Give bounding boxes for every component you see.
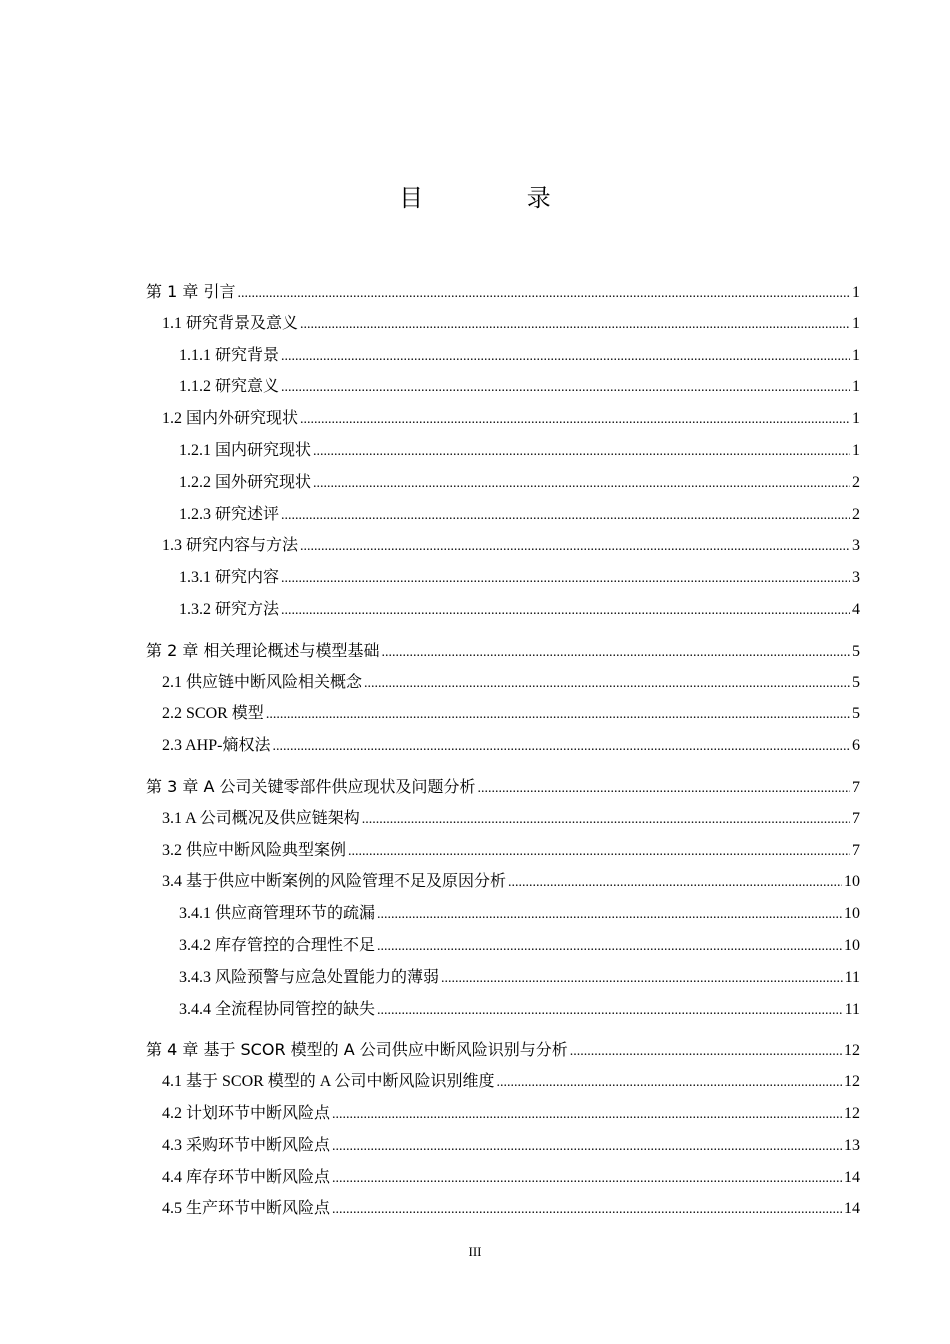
toc-dot-leader [332, 1130, 842, 1163]
toc-entry-label: 1.2 国内外研究现状 [162, 410, 299, 428]
page-number: III [468, 1244, 482, 1259]
toc-entry-page: 5 [852, 673, 860, 691]
toc-entry[interactable] [146, 499, 860, 531]
toc-entry-page: 12 [844, 1042, 860, 1060]
toc-entry-page: 4 [852, 600, 860, 618]
toc-entry-label: 1.1 研究背景及意义 [162, 314, 299, 332]
toc-dot-leader [300, 530, 850, 563]
toc-entry[interactable] [146, 930, 860, 962]
toc-chapter-entry[interactable] [146, 635, 860, 667]
toc-chapter-entry[interactable] [146, 276, 860, 308]
toc-dot-leader [364, 667, 850, 700]
toc-entry[interactable] [146, 308, 860, 340]
toc-entry-label: 3.4.2 库存管控的合理性不足 [179, 936, 376, 954]
toc-dot-leader [300, 403, 850, 436]
toc-dot-leader [348, 835, 850, 868]
toc-entry-label: 3.2 供应中断风险典型案例 [162, 841, 347, 859]
toc-entry-page: 10 [844, 873, 860, 891]
toc-entry-page: 7 [852, 778, 860, 796]
toc-dot-leader [508, 866, 842, 899]
toc-dot-leader [441, 962, 843, 995]
toc-entry-page: 7 [852, 809, 860, 827]
toc-dot-leader [332, 1162, 842, 1195]
toc-dot-leader [281, 371, 850, 404]
toc-chapter-entry[interactable] [146, 771, 860, 803]
toc-entry[interactable] [146, 530, 860, 562]
toc-dot-leader [332, 1193, 842, 1226]
toc-entry[interactable] [146, 730, 860, 762]
toc-entry-label: 1.2.2 国外研究现状 [179, 473, 312, 491]
toc-entry-page: 2 [852, 473, 860, 491]
toc-entry[interactable] [146, 1193, 860, 1225]
toc-entry-label: 1.2.3 研究述评 [179, 505, 280, 523]
toc-entry-page: 3 [852, 537, 860, 555]
toc-entry[interactable] [146, 835, 860, 867]
toc-entry-label: 3.4.4 全流程协同管控的缺失 [179, 1000, 376, 1018]
toc-entry-label: 第 2 章 相关理论概述与模型基础 [146, 640, 380, 660]
toc-entry-page: 13 [844, 1136, 860, 1154]
toc-entry-label: 1.1.2 研究意义 [179, 378, 280, 396]
toc-dot-leader [377, 994, 843, 1027]
toc-entry[interactable] [146, 1162, 860, 1194]
toc-entry[interactable] [146, 1066, 860, 1098]
toc-entry-label: 2.3 AHP-熵权法 [162, 737, 271, 755]
toc-entry-page: 12 [844, 1104, 860, 1122]
toc-entry-label: 第 1 章 引言 [146, 282, 236, 301]
toc-dot-leader [332, 1098, 842, 1131]
toc-entry-page: 5 [852, 642, 860, 660]
toc-entry-label: 第 4 章 基于 SCOR 模型的 A 公司供应中断风险识别与分析 [146, 1040, 568, 1060]
toc-entry-label: 1.3.2 研究方法 [179, 600, 280, 618]
toc-dot-leader [266, 698, 850, 731]
toc-entry-label: 1.1.1 研究背景 [179, 346, 280, 364]
page-title: 目 录 [399, 184, 599, 212]
toc-entry-label: 1.3 研究内容与方法 [162, 537, 299, 555]
toc-entry[interactable] [146, 1130, 860, 1162]
toc-entry-label: 3.4 基于供应中断案例的风险管理不足及原因分析 [162, 873, 507, 891]
toc-dot-leader [313, 435, 850, 468]
toc-entry[interactable] [146, 962, 860, 994]
toc-entry-label: 4.5 生产环节中断风险点 [162, 1200, 331, 1218]
toc-dot-leader [300, 308, 850, 341]
toc-entry-label: 2.2 SCOR 模型 [162, 705, 264, 723]
toc-entry[interactable] [146, 698, 860, 730]
toc-entry[interactable] [146, 898, 860, 930]
toc-dot-leader [377, 898, 842, 931]
toc-entry-label: 1.2.1 国内研究现状 [179, 441, 312, 459]
toc-entry-page: 11 [844, 968, 860, 986]
toc-entry[interactable] [146, 435, 860, 467]
toc-entry-label: 2.1 供应链中断风险相关概念 [162, 673, 363, 691]
table-of-contents [146, 276, 860, 1225]
toc-entry[interactable] [146, 1098, 860, 1130]
toc-dot-leader [362, 803, 850, 836]
toc-entry-page: 1 [852, 314, 860, 332]
toc-entry-page: 2 [852, 505, 860, 523]
toc-dot-leader [281, 499, 850, 532]
toc-entry-label: 3.4.3 风险预警与应急处置能力的薄弱 [179, 968, 440, 986]
toc-entry[interactable] [146, 803, 860, 835]
toc-dot-leader [281, 562, 850, 595]
toc-dot-leader [281, 340, 850, 373]
toc-entry-page: 10 [844, 905, 860, 923]
toc-entry-label: 4.4 库存环节中断风险点 [162, 1168, 331, 1186]
toc-entry-label: 4.3 采购环节中断风险点 [162, 1136, 331, 1154]
toc-entry-page: 14 [844, 1200, 860, 1218]
toc-dot-leader [272, 730, 850, 763]
toc-entry[interactable] [146, 340, 860, 372]
toc-entry[interactable] [146, 667, 860, 699]
toc-entry-page: 1 [852, 284, 860, 301]
toc-entry-page: 1 [852, 441, 860, 459]
toc-entry-page: 1 [852, 346, 860, 364]
toc-entry-page: 5 [852, 705, 860, 723]
toc-dot-leader [377, 930, 842, 963]
toc-chapter-entry[interactable] [146, 1034, 860, 1066]
toc-entry-label: 4.1 基于 SCOR 模型的 A 公司中断风险识别维度 [162, 1073, 495, 1091]
toc-entry-page: 1 [852, 378, 860, 396]
toc-entry[interactable] [146, 866, 860, 898]
toc-entry-page: 6 [852, 737, 860, 755]
toc-entry-page: 3 [852, 569, 860, 587]
toc-entry-page: 14 [844, 1168, 860, 1186]
toc-dot-leader [496, 1066, 842, 1099]
toc-dot-leader [381, 635, 850, 669]
toc-entry-page: 1 [852, 410, 860, 428]
toc-dot-leader [281, 594, 850, 627]
toc-entry-page: 12 [844, 1073, 860, 1091]
toc-dot-leader [313, 467, 850, 500]
toc-entry[interactable] [146, 467, 860, 499]
toc-dot-leader [237, 276, 850, 310]
toc-dot-leader [477, 771, 850, 805]
toc-entry[interactable] [146, 594, 860, 626]
toc-entry-page: 7 [852, 841, 860, 859]
toc-entry-label: 4.2 计划环节中断风险点 [162, 1104, 331, 1122]
toc-entry-page: 11 [844, 1000, 860, 1018]
toc-entry[interactable] [146, 994, 860, 1026]
toc-entry-label: 3.4.1 供应商管理环节的疏漏 [179, 905, 376, 923]
toc-entry[interactable] [146, 562, 860, 594]
toc-entry[interactable] [146, 371, 860, 403]
toc-entry-label: 3.1 A 公司概况及供应链架构 [162, 809, 360, 827]
toc-dot-leader [570, 1034, 842, 1068]
toc-entry-label: 第 3 章 A 公司关键零部件供应现状及问题分析 [146, 776, 476, 796]
toc-entry-label: 1.3.1 研究内容 [179, 569, 280, 587]
toc-entry[interactable] [146, 403, 860, 435]
toc-entry-page: 10 [844, 936, 860, 954]
